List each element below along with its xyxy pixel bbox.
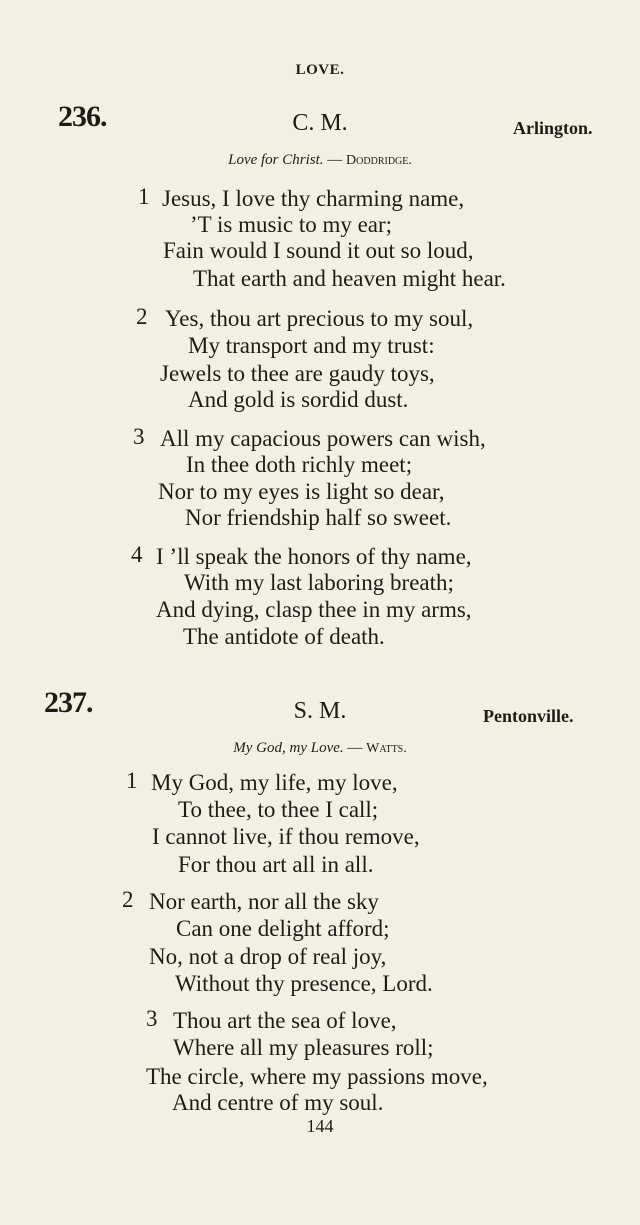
- verse-line: No, not a drop of real joy,: [149, 944, 387, 969]
- verse-line: With my last laboring breath;: [184, 570, 454, 595]
- hymn-subtitle: [0, 152, 640, 169]
- page-number: 144: [306, 1116, 334, 1136]
- stanza-number: 3: [133, 424, 145, 449]
- title-dash: —: [343, 740, 367, 756]
- verse-line: Nor to my eyes is light so dear,: [158, 479, 445, 504]
- verse-line: My transport and my trust:: [188, 333, 435, 358]
- verse-line: In thee doth richly meet;: [186, 452, 413, 477]
- verse-line: My God, my life, my love,: [151, 770, 398, 795]
- title-dash: —: [323, 152, 347, 168]
- verse-line: That earth and heaven might hear.: [193, 266, 506, 291]
- stanza-number: 2: [136, 304, 148, 329]
- verse-line: I ’ll speak the honors of thy name,: [156, 544, 472, 569]
- hymn-author: Doddridge.: [346, 153, 412, 168]
- stanza-number: 2: [122, 887, 134, 912]
- verse-line: Fain would I sound it out so loud,: [163, 238, 474, 263]
- verse-line: And gold is sordid dust.: [188, 387, 409, 412]
- verse-line: ’T is music to my ear;: [190, 212, 393, 237]
- verse-line: Can one delight afford;: [176, 916, 390, 941]
- verse-line: I cannot live, if thou remove,: [152, 824, 420, 849]
- verse-line: And centre of my soul.: [172, 1090, 384, 1115]
- hymn-number: 237.: [44, 686, 93, 719]
- verse-line: And dying, clasp thee in my arms,: [156, 597, 472, 622]
- verse-line: Thou art the sea of love,: [173, 1008, 397, 1033]
- running-head: LOVE.: [295, 62, 345, 78]
- verse-line: Nor earth, nor all the sky: [149, 889, 379, 914]
- verse-line: The antidote of death.: [183, 624, 385, 649]
- stanza-number: 1: [138, 184, 150, 209]
- stanza-number: 1: [126, 768, 138, 793]
- hymn-number: 236.: [58, 100, 107, 133]
- hymn-title: My God, my Love.: [233, 740, 344, 756]
- verse-line: Where all my pleasures roll;: [173, 1035, 434, 1060]
- verse-line: The circle, where my passions move,: [146, 1064, 488, 1089]
- verse-line: For thou art all in all.: [178, 852, 374, 877]
- verse-line: Jesus, I love thy charming name,: [162, 186, 465, 211]
- hymn-subtitle: [0, 740, 640, 757]
- hymn-author: Watts.: [366, 741, 407, 756]
- hymn-title: Love for Christ.: [228, 152, 324, 168]
- stanza-number: 3: [146, 1006, 158, 1031]
- verse-line: All my capacious powers can wish,: [160, 426, 486, 451]
- stanza-number: 4: [131, 542, 143, 567]
- hymn-meter: C. M.: [292, 110, 348, 136]
- verse-line: Jewels to thee are gaudy toys,: [160, 361, 435, 386]
- verse-line: To thee, to thee I call;: [178, 797, 379, 822]
- hymn-meter: S. M.: [293, 698, 347, 724]
- verse-line: Nor friendship half so sweet.: [185, 505, 452, 530]
- tune-name: Arlington.: [513, 118, 593, 138]
- verse-line: Yes, thou art precious to my soul,: [165, 306, 474, 331]
- tune-name: Pentonville.: [483, 706, 574, 726]
- verse-line: Without thy presence, Lord.: [175, 971, 433, 996]
